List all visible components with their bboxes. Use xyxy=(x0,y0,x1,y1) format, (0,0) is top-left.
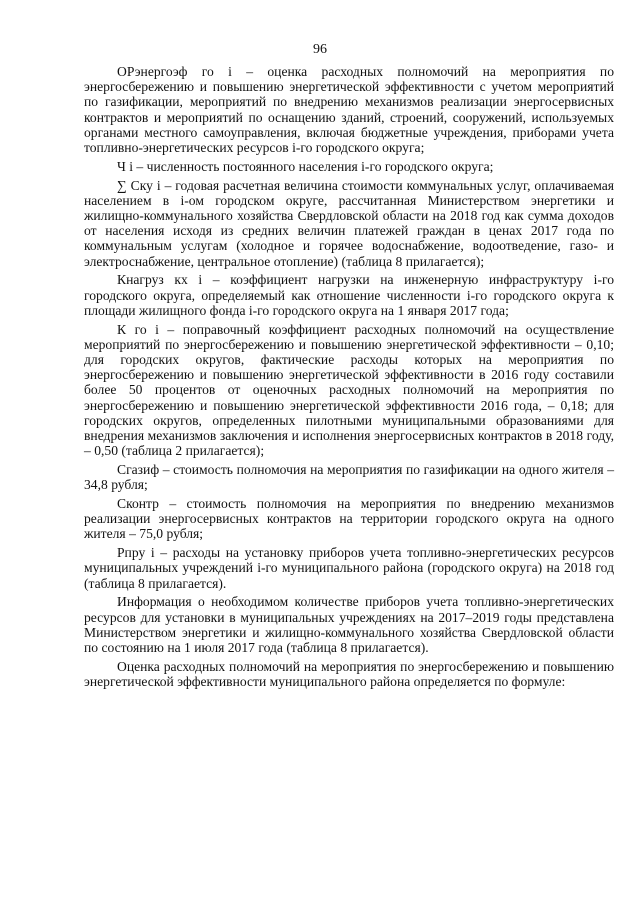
page-number: 96 xyxy=(313,42,327,57)
paragraph-contract-cost: Сконтр – стоимость полномочия на мероприятия по внедрению механизмов реализации энергосервисных контрактов на территории городского округа на одного жителя – 75,0 рубля; xyxy=(84,496,614,542)
paragraph-formula-intro: Оценка расходных полномочий на мероприятия по энергосбережению и повышению энергетической эффективности муниципального района определяется по формуле: xyxy=(84,658,614,690)
paragraph-meter-information: Информация о необходимом количестве приборов учета топливно-энергетических ресурсов для установки в муниципальных учреждениях на 2017–2019 годы представлена Министерством энергетики и жилищно-коммунального хозяйства Свердловской области по состоянию на 1 июля 2017 года (таблица 8 прилагается). xyxy=(84,594,614,656)
paragraph-correction-coefficient: К го i – поправочный коэффициент расходных полномочий на осуществление мероприятий по энергосбережению и повышению энергетической эффективности – 0,10; для городских округов, фактические расходы которых на мероприятия по энергосбережению и повышению энергетической эффективности в 2016 году составили более 50 процентов от оценочных расходных полномочий на мероприятия по энергосбережению и повышению энергетической эффективности 2016 года, – 0,18; для городских округов, определенных пилотными муниципальными образованиями для внедрения механизмов заключения и исполнения энергосервисных контрактов в 2018 году, – 0,50 (таблица 2 прилагается); xyxy=(84,321,614,459)
paragraph-population: Ч i – численность постоянного населения i-го городского округа; xyxy=(117,158,494,174)
paragraph-gasification-cost: Сгазиф – стоимость полномочия на мероприятия по газификации на одного жителя – 34,8 рубля; xyxy=(84,462,614,493)
paragraph-utility-cost: ∑ Ску i – годовая расчетная величина стоимости коммунальных услуг, оплачиваемая населением в i-ом городском округе, рассчитанная Министерством энергетики и жилищно-коммунального хозяйства Свердловской области на 2018 год как сумма доходов от населения исходя из средних величин платежей граждан в ценах 2017 года по коммунальным услугам (холодное и горячее водоснабжение, водоотведение, газо- и электроснабжение, центральное отопление) (таблица 8 прилагается); xyxy=(84,177,614,269)
document-body xyxy=(84,64,614,693)
paragraph-orenergoeff: ОРэнергоэф го i – оценка расходных полномочий на мероприятия по энергосбережению и повышению энергетической эффективности с учетом мероприятий по газификации, мероприятий по внедрению механизмов реализации энергосервисных контрактов и мероприятий по оснащению зданий, строений, сооружений, используемых органами местного самоуправления, включая бюджетные учреждения, приборами учета топливно-энергетических ресурсов i-го городского округа; xyxy=(84,64,614,156)
paragraph-meter-expenses: Рпру i – расходы на установку приборов учета топливно-энергетических ресурсов муниципальных учреждений i-го муниципального района (городского округа) на 2018 год (таблица 8 прилагается). xyxy=(84,545,614,591)
paragraph-load-coefficient: Кнагруз кх i – коэффициент нагрузки на инженерную инфраструктуру i-го городского округа, определяемый как отношение численности i-го городского округа к площади жилищного фонда i-го городского округа на 1 января 2017 года; xyxy=(84,272,614,318)
